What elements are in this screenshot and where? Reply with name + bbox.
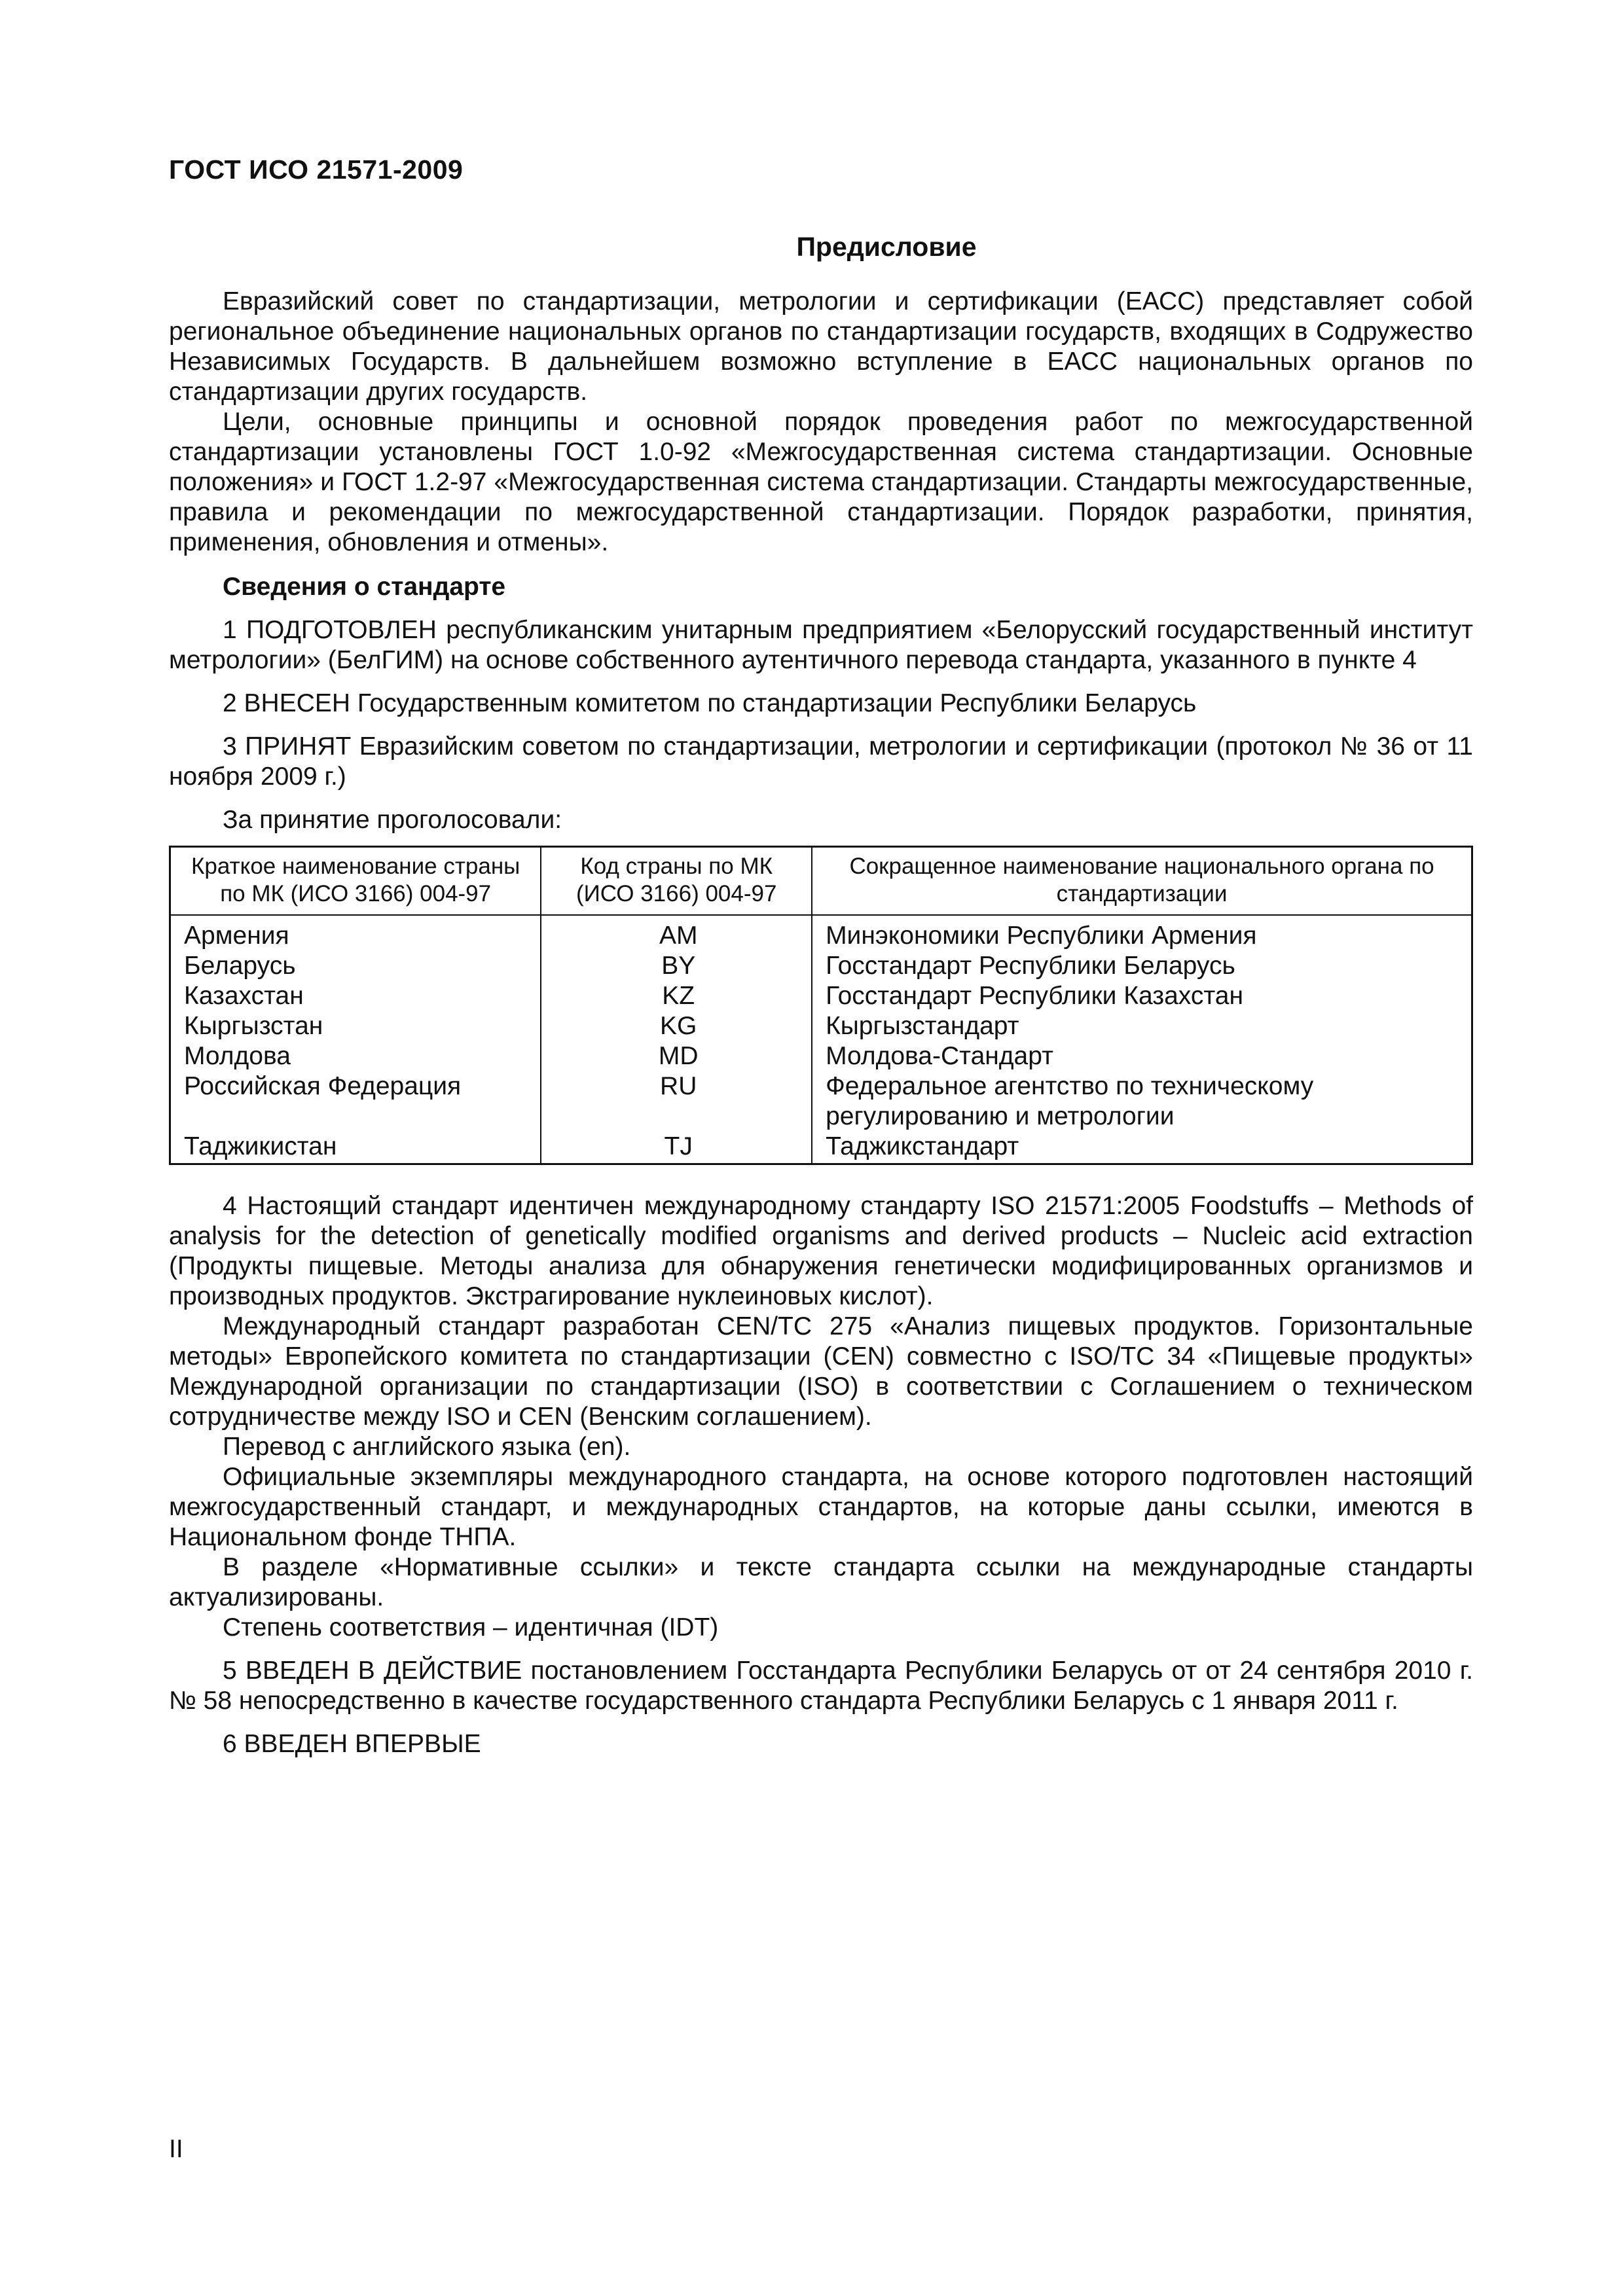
item-adopted: 3 ПРИНЯТ Евразийским советом по стандартизации, метрологии и сертификации (протокол № 36 от 11 ноября 2009 г.) <box>169 732 1473 791</box>
header-country-code: Код страны по МК (ИСО 3166) 004-97 <box>541 847 812 916</box>
standards-body: Федеральное агентство по техническому регулированию и метрологии <box>812 1071 1472 1132</box>
item-first-introduced: 6 ВВЕДЕН ВПЕРВЫЕ <box>223 1730 481 1758</box>
foreword-content <box>169 232 1473 1759</box>
country-code: TJ <box>541 1132 812 1164</box>
item-4-paragraph: В разделе «Нормативные ссылки» и тексте стандарта ссылки на международные стандарты актуализированы. <box>169 1553 1473 1611</box>
standards-body: Госстандарт Республики Беларусь <box>812 951 1472 981</box>
standards-body: Кыргызстандарт <box>812 1011 1472 1041</box>
country-name: Казахстан <box>170 981 541 1011</box>
country-code: KG <box>541 1011 812 1041</box>
item-submitted: 2 ВНЕСЕН Государственным комитетом по стандартизации Республики Беларусь <box>223 689 1197 717</box>
country-name: Молдова <box>170 1041 541 1071</box>
table-header-row <box>170 847 1472 916</box>
foreword-title: Предисловие <box>796 232 977 262</box>
country-name: Таджикистан <box>170 1132 541 1164</box>
country-name: Армения <box>170 915 541 951</box>
intro-paragraph: Цели, основные принципы и основной порядок проведения работ по межгосударственной стандартизации установлены ГОСТ 1.0-92 «Межгосударственная система стандартизации. Основные положения» и ГОСТ 1.2-97 «Межгосударственная система стандартизации. Стандарты межгосударственные, правила и рекомендации по межгосударственной стандартизации. Порядок разработки, принятия, применения, обновления и отмены». <box>169 408 1473 556</box>
standards-body: Молдова-Стандарт <box>812 1041 1472 1071</box>
item-4-paragraph: Международный стандарт разработан CEN/TC 275 «Анализ пищевых продуктов. Горизонтальные методы» Европейского комитета по стандартизации (CEN) совместно с ISO/TC 34 «Пищевые продукты» Международной организации по стандартизации (ISO) в соответствии с Соглашением о техническом сотрудничестве между ISO и CEN (Венским соглашением). <box>169 1312 1473 1431</box>
table-row <box>170 1071 1472 1132</box>
intro-paragraph: Евразийский совет по стандартизации, метрологии и сертификации (ЕАСС) представляет собой региональное объединение национальных органов по стандартизации государств, входящих в Содружество Независимых Государств. В дальнейшем возможно вступление в ЕАСС национальных органов по стандартизации других государств. <box>169 287 1473 406</box>
standard-info-heading: Сведения о стандарте <box>223 573 506 601</box>
country-code: MD <box>541 1041 812 1071</box>
document-code: ГОСТ ИСО 21571-2009 <box>169 154 464 185</box>
item-enacted: 5 ВВЕДЕН В ДЕЙСТВИЕ постановлением Госстандарта Республики Беларусь от от 24 сентября 2010 г. № 58 непосредственно в качестве государственного стандарта Республики Беларусь с 1 января 2011 г. <box>169 1657 1473 1715</box>
item-4-paragraph: Перевод с английского языка (en). <box>223 1433 631 1461</box>
table-row <box>170 1011 1472 1041</box>
country-name: Беларусь <box>170 951 541 981</box>
item-prepared: 1 ПОДГОТОВЛЕН республиканским унитарным предприятием «Белорусский государственный институт метрологии» (БелГИМ) на основе собственного аутентичного перевода стандарта, указанного в пункте 4 <box>169 616 1473 674</box>
country-name: Российская Федерация <box>170 1071 541 1132</box>
country-code: BY <box>541 951 812 981</box>
table-row <box>170 915 1472 951</box>
page-number: II <box>169 2135 183 2163</box>
standards-body: Госстандарт Республики Казахстан <box>812 981 1472 1011</box>
header-country-name: Краткое наименование страны по МК (ИСО 3166) 004-97 <box>170 847 541 916</box>
voting-countries-table <box>169 846 1473 1165</box>
standards-body: Таджикстандарт <box>812 1132 1472 1164</box>
table-row <box>170 1132 1472 1164</box>
table-row <box>170 1041 1472 1071</box>
country-code: AM <box>541 915 812 951</box>
country-name: Кыргызстан <box>170 1011 541 1041</box>
standards-body: Минэкономики Республики Армения <box>812 915 1472 951</box>
table-row <box>170 981 1472 1011</box>
item-4-paragraph: Официальные экземпляры международного стандарта, на основе которого подготовлен настоящий межгосударственный стандарт, и международных стандартов, на которые даны ссылки, имеются в Национальном фонде ТНПА. <box>169 1463 1473 1551</box>
item-identical-standard: 4 Настоящий стандарт идентичен международному стандарту ISO 21571:2005 Foodstuffs – Methods of analysis for the detection of genetically modified organisms and derived products – Nucleic acid extraction (Продукты пищевые. Методы анализа для обнаружения генетически модифицированных организмов и производных продуктов. Экстрагирование нуклеиновых кислот). <box>169 1192 1473 1310</box>
country-code: KZ <box>541 981 812 1011</box>
item-4-paragraph: Степень соответствия – идентичная (IDT) <box>223 1613 719 1641</box>
country-code: RU <box>541 1071 812 1132</box>
vote-intro: За принятие проголосовали: <box>223 806 562 834</box>
header-standards-body: Сокращенное наименование национального органа по стандартизации <box>812 847 1472 916</box>
table-row <box>170 951 1472 981</box>
